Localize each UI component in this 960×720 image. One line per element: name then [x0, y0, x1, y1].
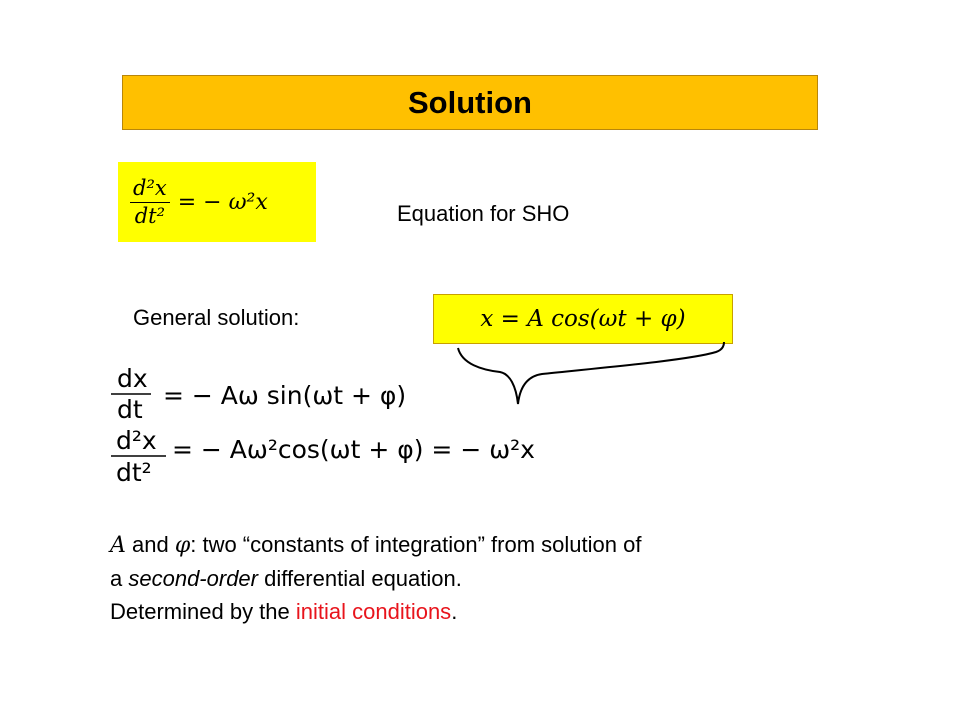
sho-equation-numerator: d²x [130, 177, 170, 202]
sho-label: Equation for SHO [397, 201, 570, 226]
explanation-part3a: Determined by the [110, 599, 296, 624]
explanation-line2 [110, 562, 910, 595]
explanation-part3b: . [451, 599, 458, 624]
symbol-phi: φ [174, 533, 191, 558]
and-text: and [125, 532, 175, 557]
symbol-a: A [110, 533, 126, 558]
slide-title: Solution [408, 84, 532, 120]
explanation-text [110, 528, 910, 628]
hw-line2-denominator: dt² [116, 458, 152, 487]
hw-line1-denominator: dt [117, 395, 143, 424]
hw-line2-numerator: d²x [116, 426, 157, 455]
sho-equation-denominator: dt² [134, 203, 166, 228]
initial-conditions-text: initial conditions [295, 599, 452, 624]
explanation-line3 [110, 595, 910, 628]
general-solution-label: General solution: [133, 305, 300, 330]
explanation-italic: second-order [128, 566, 258, 591]
explanation-part1: : two “constants of integration” from solution of [190, 532, 642, 557]
explanation-line1 [110, 528, 910, 562]
explanation-part2b: differential equation. [258, 566, 462, 591]
curly-brace [458, 342, 724, 404]
sho-equation-rhs: = − ω²x [177, 189, 268, 215]
explanation-part2a: a [110, 566, 129, 591]
hw-line2-rhs: = − Aω²cos(ωt + φ) = − ω²x [172, 435, 535, 464]
hw-line1-rhs: = − Aω sin(ωt + φ) [163, 381, 407, 410]
general-solution-equation: x = A cos(ωt + φ) [480, 306, 686, 332]
hw-line1-numerator: dx [117, 364, 148, 393]
